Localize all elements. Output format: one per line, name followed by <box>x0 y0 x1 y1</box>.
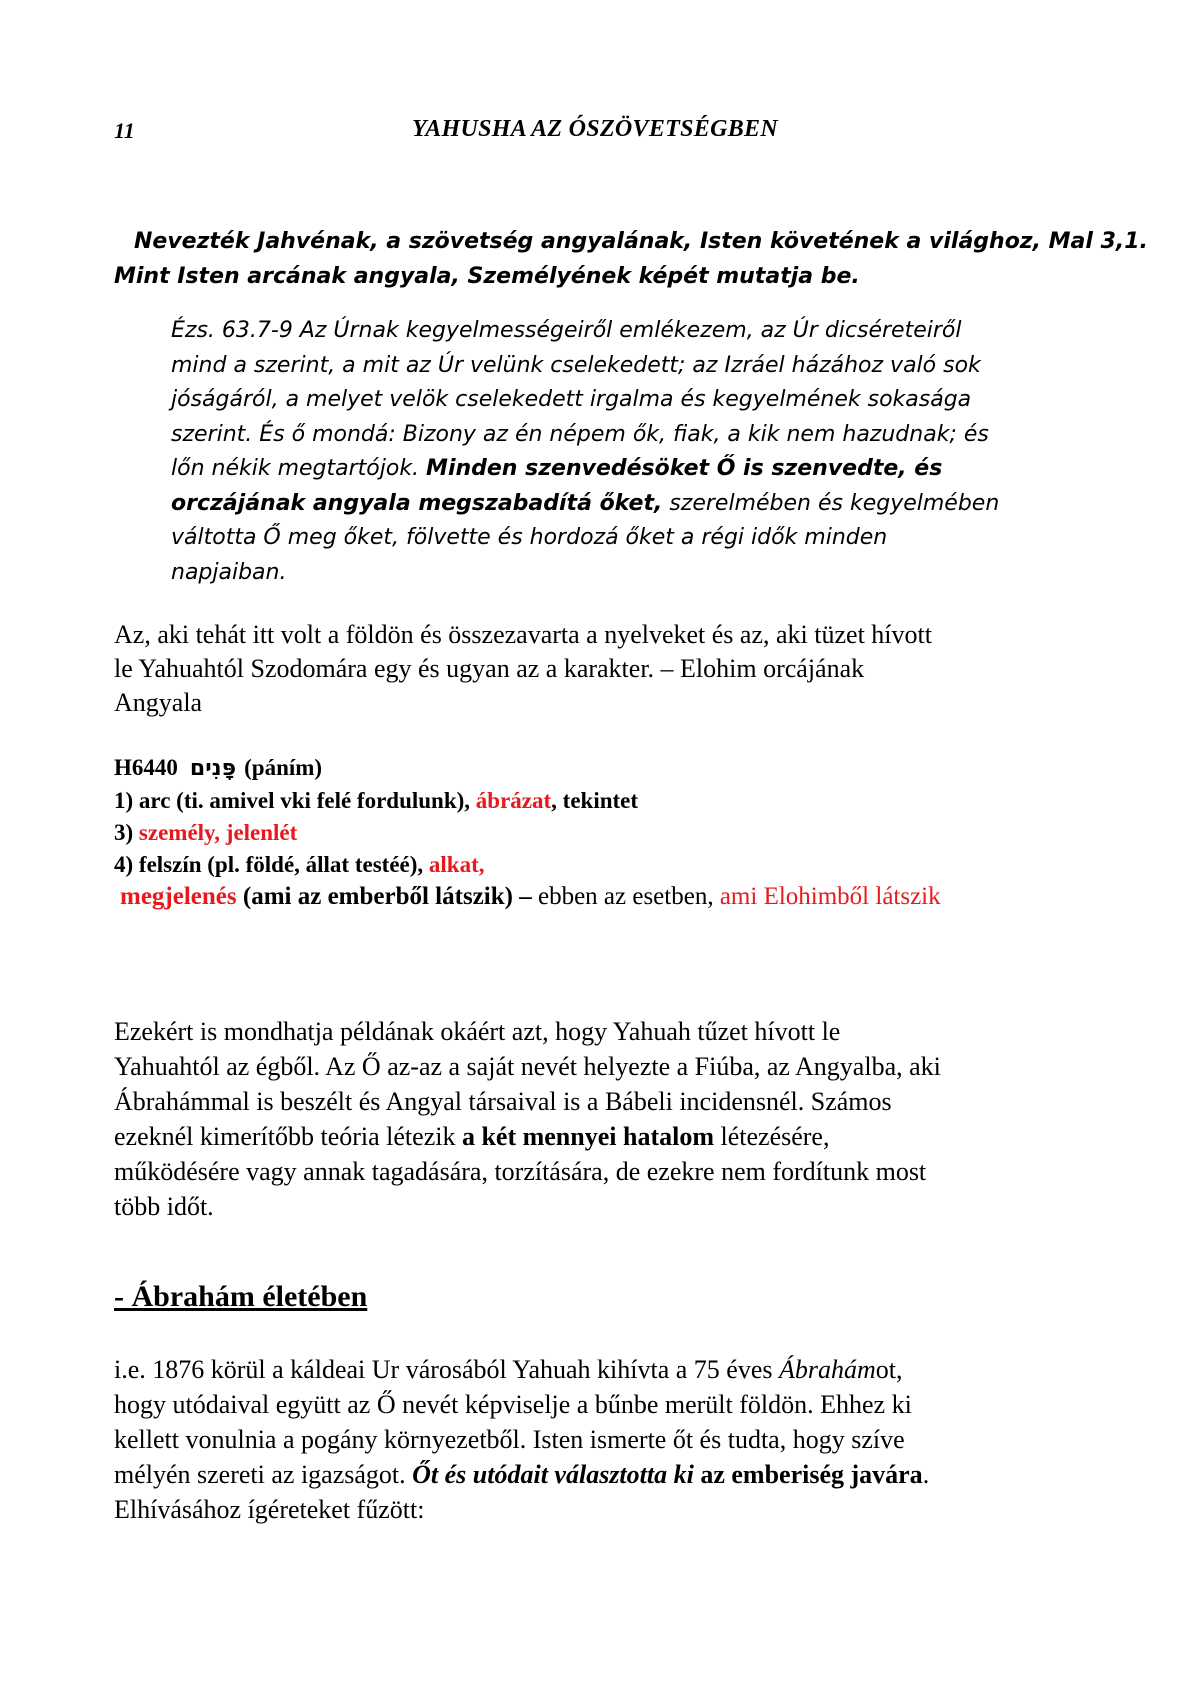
sense-highlight: ami Elohimből látszik <box>719 883 941 910</box>
quote-line: Ézs. 63.7-9 Az Úrnak kegyelmességeiről emlékezem, az Úr dicséreteiről <box>171 318 962 343</box>
quote-line: váltotta Ő meg őket, fölvette és hordozá őket a régi idők minden <box>171 525 888 550</box>
sense-highlight: személy, jelenlét <box>138 820 298 845</box>
sense-text: ebben az esetben, <box>537 883 720 910</box>
paragraph-line: Elhívásához ígéreteket fűzött: <box>114 1495 425 1524</box>
quote-emphasis: Minden szenvedésöket Ő is szenvedte, és <box>426 456 943 481</box>
paragraph-text: . <box>922 1460 930 1489</box>
quote-text: szerelmében és kegyelmében <box>662 490 1000 516</box>
transliteration: (páním) <box>244 755 323 780</box>
paragraph-emphasis: Őt és utódait választotta ki <box>412 1460 694 1489</box>
sense-text: 4) felszín (pl. földé, állat testéé), <box>114 852 429 877</box>
paragraph-line: le Yahuahtól Szodomára egy és ugyan az a karakter. – Elohim orcájának <box>114 654 865 683</box>
paragraph-text: ezeknél kimerítőbb teória létezik <box>114 1122 462 1151</box>
strong-number: H6440 <box>114 755 178 780</box>
scripture-quote <box>171 314 1051 590</box>
lexicon-entry <box>114 752 1164 913</box>
paragraph-line <box>114 1457 1114 1492</box>
paragraph-line: több időt. <box>114 1192 214 1221</box>
quote-line <box>171 487 1051 522</box>
sense-highlight: ábrázat <box>475 788 552 813</box>
lexicon-sense-3 <box>114 817 1164 849</box>
paragraph-line: Ábrahámmal is beszélt és Angyal társaival is a Bábeli incidensnél. Számos <box>114 1087 892 1116</box>
quote-text: lőn nékik megtartójok. <box>171 456 427 481</box>
paragraph-line: Az, aki tehát itt volt a földön és összezavarta a nyelveket és az, aki tüzet hívott <box>114 620 932 649</box>
paragraph-text: mélyén szereti az igazságot. <box>114 1460 413 1489</box>
sense-text: 3) <box>114 820 139 845</box>
running-header: YAHUSHA AZ ÓSZÖVETSÉGBEN <box>412 116 778 142</box>
quote-line: szerint. És ő mondá: Bizony az én népem ők, fiak, a kik nem hazudnak; és <box>171 421 989 447</box>
intro-line-1: Nevezték Jahvénak, a szövetség angyalának, Isten követének a világhoz, Mal 3,1. <box>134 229 1148 254</box>
paragraph-abraham <box>114 1352 1114 1527</box>
quote-line: mind a szerint, a mit az Úr velünk cselekedett; az Izráel házához való sok <box>171 352 981 378</box>
paragraph-line: kellett vonulnia a pogány környezetből. Isten ismerte őt és tudta, hogy szíve <box>114 1425 905 1454</box>
paragraph-line: Yahuahtól az égből. Az Ő az-az a saját nevét helyezte a Fiúba, az Angyalba, aki <box>114 1052 941 1081</box>
quote-line: napjaiban. <box>171 559 287 585</box>
sense-text: 1) arc (ti. amivel vki felé fordulunk), <box>114 788 476 813</box>
quote-emphasis: orczájának angyala megszabadítá őket, <box>171 490 663 516</box>
paragraph-angel-character <box>114 618 1114 720</box>
lexicon-sense-4 <box>114 849 1164 881</box>
paragraph-line: Ezekért is mondhatja példának okáért azt, hogy Yahuah tűzet hívott le <box>114 1017 841 1046</box>
paragraph-two-powers <box>114 1014 1114 1224</box>
quote-line <box>171 452 1051 487</box>
paragraph-italic: Ábrahám <box>779 1355 876 1384</box>
paragraph-text: ot, <box>875 1355 903 1384</box>
page-number: 11 <box>114 118 135 143</box>
paragraph-line: Angyala <box>114 688 203 717</box>
paragraph-line: hogy utódaival együtt az Ő nevét képviselje a bűnbe merült földön. Ehhez ki <box>114 1390 912 1419</box>
lexicon-sense-1 <box>114 785 1164 817</box>
paragraph-line <box>114 1352 1114 1387</box>
paragraph-line <box>114 1119 1114 1154</box>
intro-heading <box>114 224 1148 294</box>
lexicon-headword <box>114 752 1164 785</box>
lexicon-sense-4-cont <box>114 881 1164 913</box>
section-heading: - Ábrahám életében <box>114 1280 368 1313</box>
paragraph-emphasis: a két mennyei hatalom <box>461 1122 714 1151</box>
paragraph-text: i.e. 1876 körül a káldeai Ur városából Yahuah kihívta a 75 éves <box>114 1355 780 1384</box>
sense-highlight: megjelenés <box>120 883 237 910</box>
paragraph-text: létezésére, <box>714 1122 830 1151</box>
paragraph-line: működésére vagy annak tagadására, torzítására, de ezekre nem fordítunk most <box>114 1157 927 1186</box>
paragraph-emphasis: az emberiség javára <box>693 1460 923 1489</box>
intro-line-2: Mint Isten arcának angyala, Személyének képét mutatja be. <box>114 264 860 289</box>
quote-line: jóságáról, a melyet velök cselekedett irgalma és kegyelmének sokasága <box>171 387 972 412</box>
sense-highlight: alkat, <box>428 852 485 877</box>
sense-text: (ami az emberből látszik) – <box>236 883 538 910</box>
hebrew-word: פָּנִים <box>189 756 237 781</box>
sense-text: , tekintet <box>551 788 639 813</box>
